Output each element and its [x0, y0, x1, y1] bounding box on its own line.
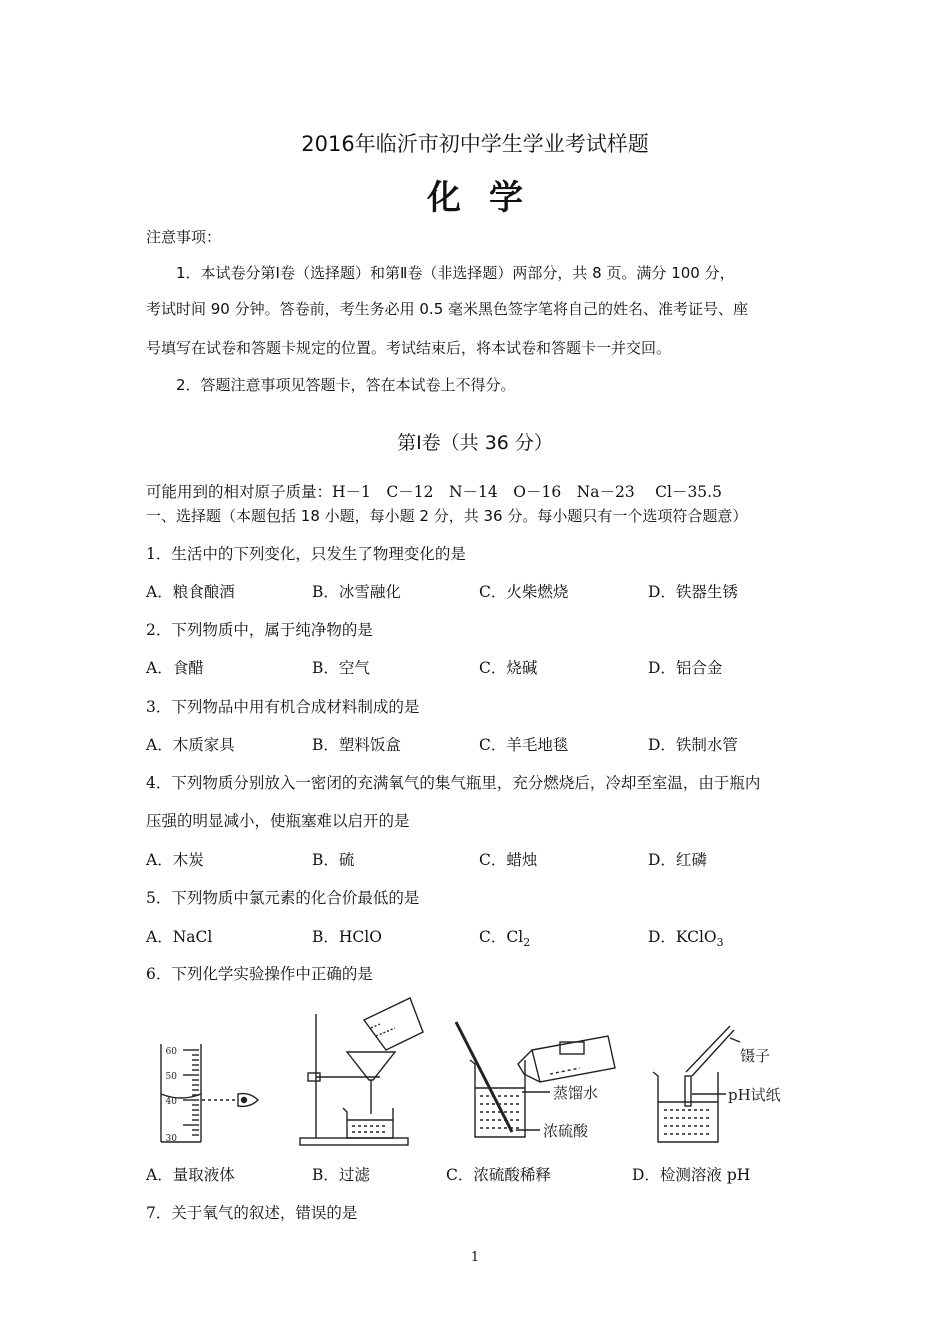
dilution-figure: [456, 1022, 615, 1137]
q4-option-b: B．硫: [312, 851, 355, 869]
q2-option-d: D．铝合金: [648, 659, 723, 677]
q1-option-d: D．铁器生锈: [648, 583, 738, 601]
q5-option-b-text: B．HClO: [312, 928, 382, 946]
label-ph-paper: pH试纸: [728, 1086, 781, 1104]
q5-option-c: [479, 925, 530, 949]
exam-title: 2016年临沂市初中学生学业考试样题: [301, 132, 649, 156]
question-5-stem: 5．下列物质中氯元素的化合价最低的是: [146, 889, 420, 907]
q5-option-c-subscript: 2: [523, 936, 531, 950]
notice-line-1: 1．本试卷分第Ⅰ卷（选择题）和第Ⅱ卷（非选择题）两部分，共 8 页。满分 100 分，: [176, 264, 735, 282]
notice-heading: 注意事项：: [146, 228, 222, 246]
page-number: 1: [470, 1250, 480, 1265]
q1-option-c: C．火柴燃烧: [479, 583, 569, 601]
q4-option-d: D．红磷: [648, 851, 707, 869]
cylinder-tick-50: 50: [165, 1072, 177, 1082]
q2-option-c: C．烧碱: [479, 659, 538, 677]
question-3-stem: 3．下列物品中用有机合成材料制成的是: [146, 698, 420, 716]
q2-option-b: B．空气: [312, 659, 370, 677]
notice-line-3: 号填写在试卷和答题卡规定的位置。考试结束后，将本试卷和答题卡一并交回。: [146, 339, 672, 357]
q3-option-b: B．塑料饭盒: [312, 736, 401, 754]
question-6-stem: 6．下列化学实验操作中正确的是: [146, 965, 373, 983]
q5-option-b: [312, 925, 382, 947]
q4-option-a: A．木炭: [146, 851, 204, 869]
q5-option-d-subscript: 3: [716, 936, 724, 950]
q4-option-c: C．蜡烛: [479, 851, 538, 869]
question-7-stem: 7．关于氧气的叙述，错误的是: [146, 1204, 358, 1222]
question-1-stem: 1．生活中的下列变化，只发生了物理变化的是: [146, 545, 466, 563]
cylinder-tick-60: 60: [165, 1047, 177, 1057]
subject-title: 化学: [427, 178, 551, 218]
question-4-stem-line-2: 压强的明显减小，使瓶塞难以启开的是: [146, 812, 410, 830]
q6-option-d: D．检测溶液 pH: [632, 1166, 751, 1184]
cylinder-tick-40: 40: [165, 1097, 177, 1107]
q3-option-d: D．铁制水管: [648, 736, 738, 754]
label-distilled-water: 蒸馏水: [553, 1084, 599, 1102]
q5-option-a-text: A．NaCl: [146, 928, 213, 946]
q1-option-b: B．冰雪融化: [312, 583, 401, 601]
label-tweezers: 镊子: [740, 1047, 771, 1065]
question-2-stem: 2．下列物质中，属于纯净物的是: [146, 621, 373, 639]
filtration-figure: [300, 998, 423, 1145]
q5-option-c-text: C．Cl: [479, 928, 524, 946]
q5-option-a: [146, 925, 212, 947]
notice-line-4: 2．答题注意事项见答题卡，答在本试卷上不得分。: [176, 376, 516, 394]
section-title: 第Ⅰ卷（共 36 分）: [397, 432, 553, 454]
q3-option-c: C．羊毛地毯: [479, 736, 569, 754]
cylinder-tick-30: 30: [165, 1134, 177, 1144]
label-conc-sulfuric-acid: 浓硫酸: [543, 1122, 589, 1140]
q5-option-d: [648, 925, 724, 949]
ph-test-figure: [653, 1026, 740, 1142]
atomic-masses: 可能用到的相对原子质量：H－1 C－12 N－14 O－16 Na－23 Cl－35.5: [146, 483, 722, 501]
question-4-stem-line-1: 4．下列物质分别放入一密闭的充满氧气的集气瓶里，充分燃烧后，冷却至室温，由于瓶内: [146, 774, 761, 792]
q6-lab-figures: [140, 992, 820, 1154]
q5-option-d-text: D．KClO: [648, 928, 717, 946]
notice-line-2: 考试时间 90 分钟。答卷前，考生务必用 0.5 毫米黑色签字笔将自己的姓名、准考证号、座: [146, 300, 749, 318]
q6-option-c: C．浓硫酸稀释: [446, 1166, 551, 1184]
q6-option-b: B．过滤: [312, 1166, 370, 1184]
q2-option-a: A．食醋: [146, 659, 204, 677]
q3-option-a: A．木质家具: [146, 736, 235, 754]
part-heading: 一、选择题（本题包括 18 小题，每小题 2 分，共 36 分。每小题只有一个选项符合题意）: [146, 507, 748, 525]
q6-option-a: A．量取液体: [146, 1166, 235, 1184]
graduated-cylinder-figure: [161, 1044, 258, 1142]
q1-option-a: A．粮食酿酒: [146, 583, 235, 601]
